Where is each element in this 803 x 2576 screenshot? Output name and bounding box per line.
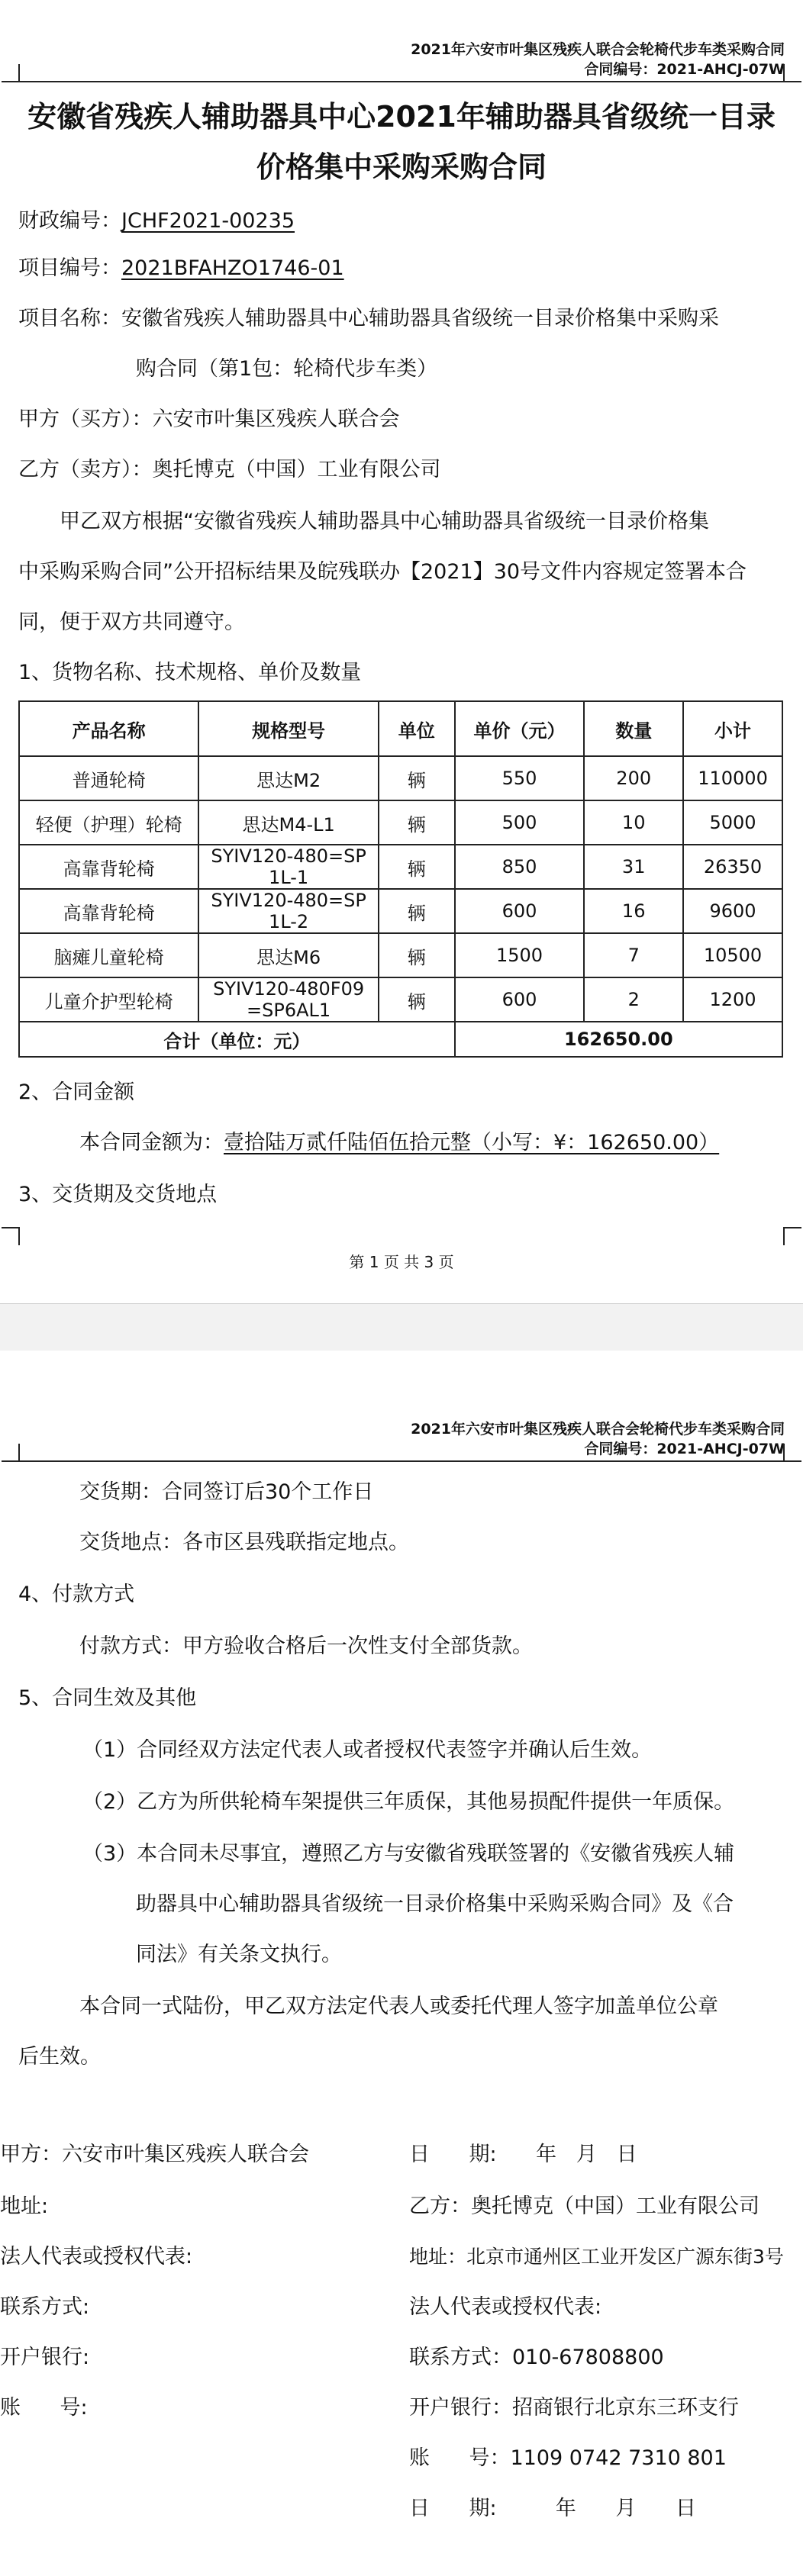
product-unit: 辆 xyxy=(379,800,455,845)
product-subtotal: 10500 xyxy=(683,933,782,977)
product-model: 思达M6 xyxy=(198,933,379,977)
product-name: 轻便（护理）轮椅 xyxy=(19,800,198,845)
crop-mark xyxy=(783,64,801,82)
product-subtotal: 1200 xyxy=(683,977,782,1022)
finance-number-label: 财政编号： xyxy=(18,209,121,233)
page-number: 第 1 页 共 3 页 xyxy=(349,1253,454,1271)
table-header-row xyxy=(19,701,782,756)
copies-paragraph-line2: 后生效。 xyxy=(18,2045,101,2069)
sign-party-b: 乙方：奥托博克（中国）工业有限公司 xyxy=(409,2194,759,2218)
crop-mark xyxy=(2,64,20,82)
clause-1: （1）合同经双方法定代表人或者授权代表签字并确认后生效。 xyxy=(82,1738,653,1762)
column-header: 单位 xyxy=(379,701,455,756)
header-project-title: 2021年六安市叶集区残疾人联合会轮椅代步车类采购合同 xyxy=(411,1421,785,1438)
amount-row xyxy=(79,1129,719,1157)
sign-contact-b: 联系方式：010-67808800 xyxy=(409,2346,664,2369)
product-qty: 16 xyxy=(584,889,683,933)
contract-page-2 xyxy=(0,1351,803,2576)
sign-contact-a: 联系方式: xyxy=(0,2295,90,2319)
document-title-line2: 价格集中采购采购合同 xyxy=(256,150,547,184)
sign-representative-b: 法人代表或授权代表: xyxy=(409,2295,602,2319)
sign-date-b: 日 期: 年 月 日 xyxy=(409,2497,696,2520)
total-label: 合计（单位：元） xyxy=(19,1022,455,1057)
crop-mark xyxy=(783,1227,801,1245)
project-name-line2: 购合同（第1包：轮椅代步车类） xyxy=(136,357,438,381)
table-row xyxy=(19,800,782,845)
project-number-label: 项目编号： xyxy=(18,256,121,280)
product-name: 高靠背轮椅 xyxy=(19,889,198,933)
crop-mark xyxy=(2,1227,20,1245)
product-price: 550 xyxy=(455,756,585,800)
sign-representative-a: 法人代表或授权代表: xyxy=(0,2245,193,2268)
product-model: 思达M2 xyxy=(198,756,379,800)
page-header xyxy=(411,40,785,79)
page-header xyxy=(411,1419,785,1459)
project-name-row xyxy=(18,305,719,333)
product-price: 1500 xyxy=(455,933,585,977)
sign-account-a: 账 号: xyxy=(0,2396,88,2420)
product-qty: 7 xyxy=(584,933,683,977)
goods-table xyxy=(18,700,783,1058)
project-name: 安徽省残疾人辅助器具中心辅助器具省级统一目录价格集中采购采 xyxy=(121,307,719,330)
section-effect-heading: 5、合同生效及其他 xyxy=(18,1686,197,1710)
table-row xyxy=(19,845,782,889)
clause-3: （3）本合同未尽事宜，遵照乙方与安徽省残联签署的《安徽省残疾人辅 xyxy=(82,1842,735,1866)
product-model: SYIV120-480=SP 1L-1 xyxy=(198,845,379,889)
table-row xyxy=(19,977,782,1022)
product-qty: 200 xyxy=(584,756,683,800)
total-value: 162650.00 xyxy=(455,1022,782,1057)
crop-mark xyxy=(783,1444,801,1462)
product-subtotal: 110000 xyxy=(683,756,782,800)
product-subtotal: 5000 xyxy=(683,800,782,845)
column-header: 小计 xyxy=(683,701,782,756)
sign-party-a: 甲方：六安市叶集区残疾人联合会 xyxy=(0,2143,309,2166)
column-header: 产品名称 xyxy=(19,701,198,756)
product-subtotal: 26350 xyxy=(683,845,782,889)
table-row xyxy=(19,756,782,800)
section-payment-heading: 4、付款方式 xyxy=(18,1583,135,1606)
page-separator xyxy=(0,1303,803,1352)
product-subtotal: 9600 xyxy=(683,889,782,933)
amount-label: 本合同金额为： xyxy=(79,1131,224,1154)
section-goods-heading: 1、货物名称、技术规格、单价及数量 xyxy=(18,661,362,684)
header-contract-number: 合同编号：2021-AHCJ-07W xyxy=(584,61,785,78)
table-row xyxy=(19,889,782,933)
product-name: 脑瘫儿童轮椅 xyxy=(19,933,198,977)
table-row xyxy=(19,933,782,977)
product-model: SYIV120-480F09 =SP6AL1 xyxy=(198,977,379,1022)
product-unit: 辆 xyxy=(379,756,455,800)
product-qty: 31 xyxy=(584,845,683,889)
document-title: 安徽省残疾人辅助器具中心2021年辅助器具省级统一目录 xyxy=(27,100,776,134)
clause-3-line2: 助器具中心辅助器具省级统一目录价格集中采购采购合同》及《合 xyxy=(136,1892,734,1916)
product-name: 高靠背轮椅 xyxy=(19,845,198,889)
product-price: 850 xyxy=(455,845,585,889)
header-rule xyxy=(18,1460,785,1462)
section-amount-heading: 2、合同金额 xyxy=(18,1080,135,1104)
table-total-row xyxy=(19,1022,782,1057)
project-name-label: 项目名称： xyxy=(18,307,121,330)
product-price: 500 xyxy=(455,800,585,845)
intro-paragraph-line2: 中采购采购合同”公开招标结果及皖残联办【2021】30号文件内容规定签署本合 xyxy=(18,560,747,584)
sign-account-b: 账 号：1109 0742 7310 801 xyxy=(409,2446,727,2470)
product-qty: 10 xyxy=(584,800,683,845)
clause-2: （2）乙方为所供轮椅车架提供三年质保，其他易损配件提供一年质保。 xyxy=(82,1790,735,1814)
header-project-title: 2021年六安市叶集区残疾人联合会轮椅代步车类采购合同 xyxy=(411,41,785,58)
product-price: 600 xyxy=(455,977,585,1022)
header-rule xyxy=(18,81,785,82)
sign-bank-b: 开户银行：招商银行北京东三环支行 xyxy=(409,2396,739,2420)
product-name: 儿童介护型轮椅 xyxy=(19,977,198,1022)
sign-bank-a: 开户银行: xyxy=(0,2346,90,2369)
product-unit: 辆 xyxy=(379,977,455,1022)
product-unit: 辆 xyxy=(379,933,455,977)
column-header: 数量 xyxy=(584,701,683,756)
clause-3-line3: 同法》有关条文执行。 xyxy=(136,1943,342,1966)
column-header: 规格型号 xyxy=(198,701,379,756)
section-delivery-heading: 3、交货期及交货地点 xyxy=(18,1183,218,1206)
header-contract-number: 合同编号：2021-AHCJ-07W xyxy=(584,1441,785,1457)
product-qty: 2 xyxy=(584,977,683,1022)
amount-text: 壹拾陆万贰仟陆佰伍拾元整（小写：¥：162650.00） xyxy=(224,1131,720,1154)
product-model: 思达M4-L1 xyxy=(198,800,379,845)
column-header: 单价（元） xyxy=(455,701,585,756)
finance-number-row xyxy=(18,208,295,235)
sign-date-a: 日 期: 年 月 日 xyxy=(409,2143,637,2166)
product-model: SYIV120-480=SP 1L-2 xyxy=(198,889,379,933)
project-number-row xyxy=(18,255,344,282)
party-a: 甲方（买方）：六安市叶集区残疾人联合会 xyxy=(18,407,400,431)
crop-mark xyxy=(2,1444,20,1462)
sign-address-a: 地址: xyxy=(0,2194,49,2218)
product-name: 普通轮椅 xyxy=(19,756,198,800)
copies-paragraph: 本合同一式陆份，甲乙双方法定代表人或委托代理人签字加盖单位公章 xyxy=(79,1995,718,2018)
party-b: 乙方（卖方）：奥托博克（中国）工业有限公司 xyxy=(18,458,441,481)
delivery-place: 交货地点：各市区县残联指定地点。 xyxy=(79,1531,409,1554)
intro-paragraph-line3: 同，便于双方共同遵守。 xyxy=(18,610,245,634)
project-number: 2021BFAHZO1746-01 xyxy=(121,256,344,280)
product-unit: 辆 xyxy=(379,889,455,933)
intro-paragraph: 甲乙双方根据“安徽省残疾人辅助器具中心辅助器具省级统一目录价格集 xyxy=(60,510,709,533)
sign-address-b: 地址：北京市通州区工业开发区广源东街3号 xyxy=(409,2246,784,2268)
product-unit: 辆 xyxy=(379,845,455,889)
payment-method: 付款方式：甲方验收合格后一次性支付全部货款。 xyxy=(79,1634,533,1658)
product-price: 600 xyxy=(455,889,585,933)
finance-number: JCHF2021-00235 xyxy=(121,209,295,233)
delivery-time: 交货期：合同签订后30个工作日 xyxy=(79,1480,374,1504)
